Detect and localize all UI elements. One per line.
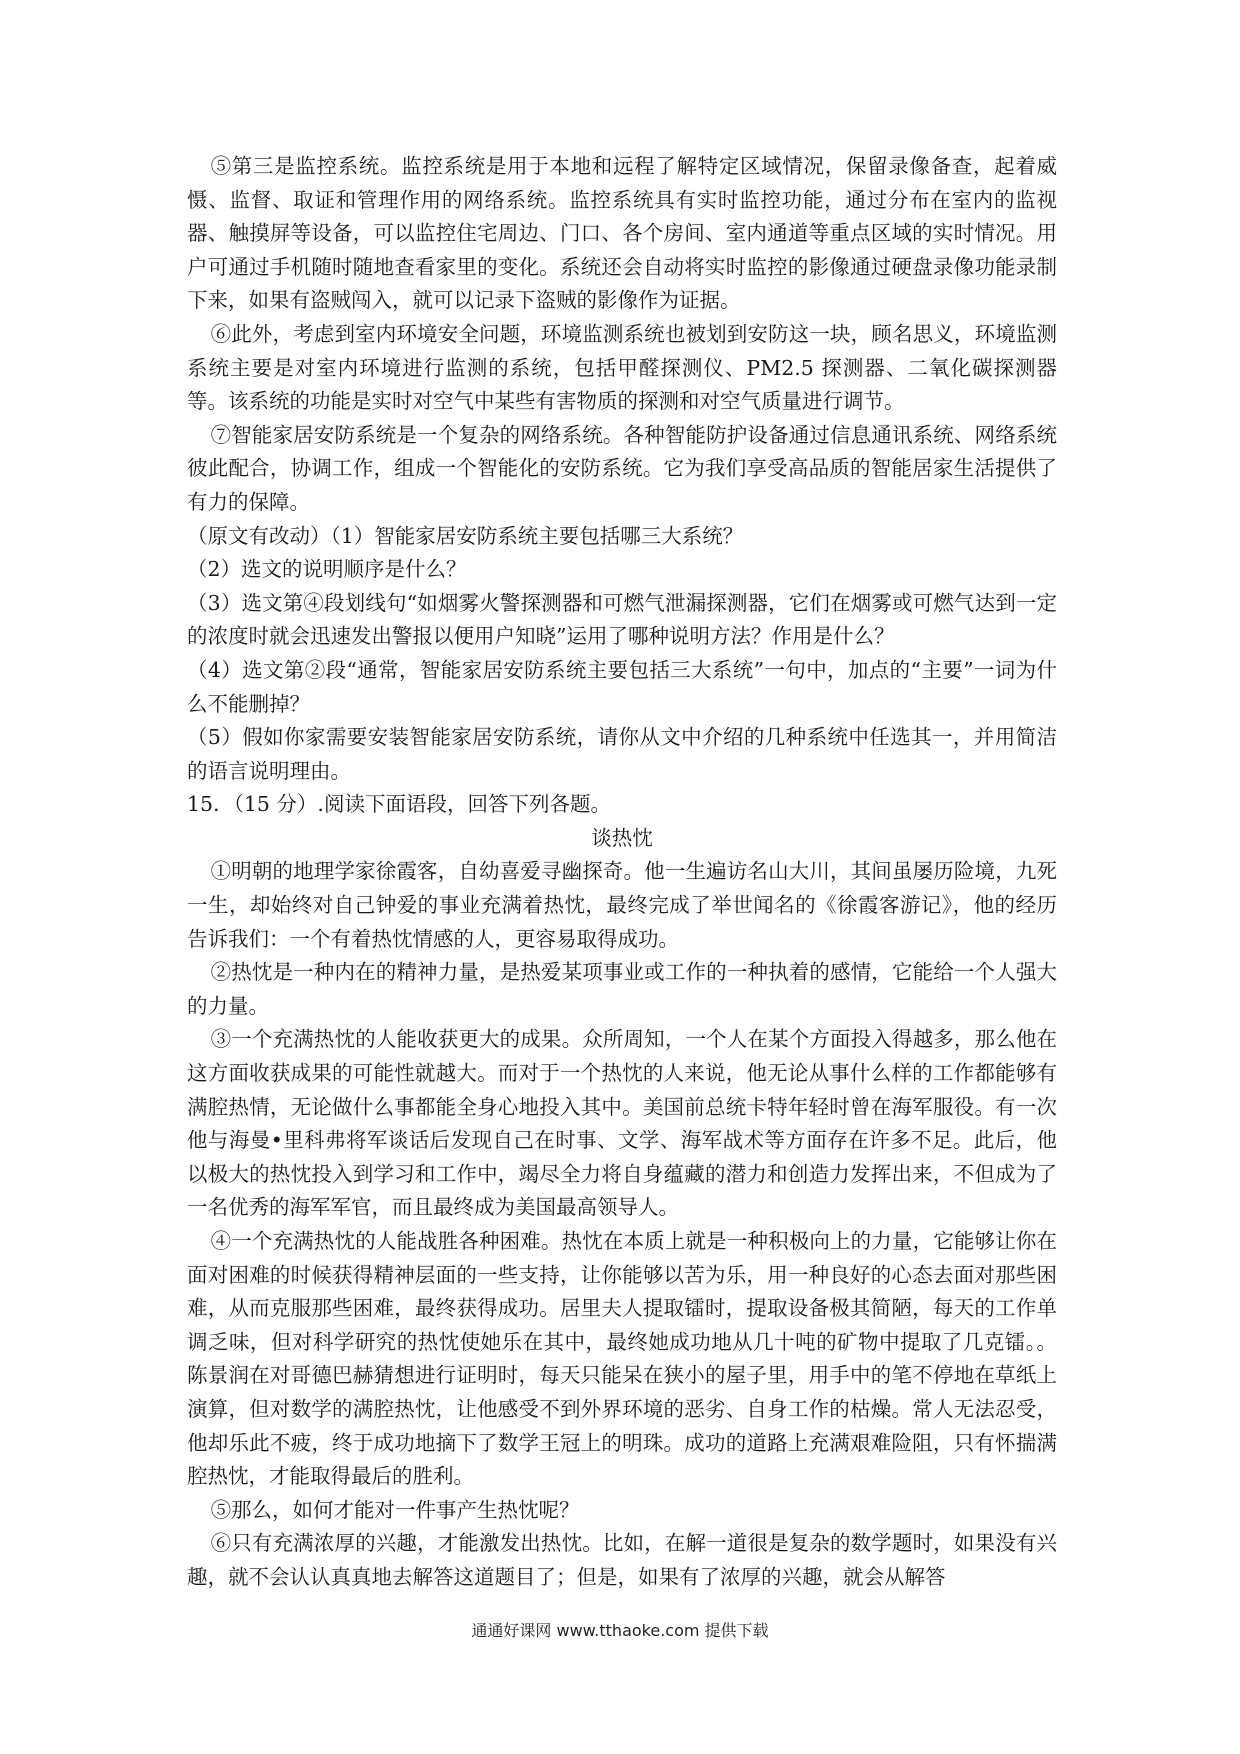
page-footer: 通通好课网 www.tthaoke.com 提供下载	[471, 1621, 769, 1640]
question-4: （4）选文第②段“通常，智能家居安防系统主要包括三大系统”一句中，加点的“主要”一词为什么不能删掉？	[187, 657, 1057, 716]
question-3: （3）选文第④段划线句“如烟雾火警探测器和可燃气泄漏探测器，它们在烟雾或可燃气达到一定的浓度时就会迅速发出警报以便用户知晓”运用了哪种说明方法？作用是什么？	[187, 590, 1057, 649]
essay-paragraph-2: ②热忱是一种内在的精神力量，是热爱某项事业或工作的一种执着的感情，它能给一个人强大的力量。	[187, 960, 1057, 1018]
paragraph-5: ⑤第三是监控系统。监控系统是用于本地和远程了解特定区域情况，保留录像备查，起着威慑、监督、取证和管理作用的网络系统。监控系统具有实时监控功能，通过分布在室内的监视器、触摸屏等设备，可以监控住宅周边、门口、各个房间、室内通道等重点区域的实时情况。用户可通过手机随时随地查看家里的变化。系统还会自动将实时监控的影像通过硬盘录像功能录制下来，如果有盗贼闯入，就可以记录下盗贼的影像作为证据。	[187, 154, 1057, 313]
question-5: （5）假如你家需要安装智能家居安防系统，请你从文中介绍的几种系统中任选其一，并用简洁的语言说明理由。	[187, 725, 1057, 783]
paragraph-7: ⑦智能家居安防系统是一个复杂的网络系统。各种智能防护设备通过信息通讯系统、网络系统彼此配合，协调工作，组成一个智能化的安防系统。它为我们享受高品质的智能居家生活提供了有力的保障。	[187, 422, 1057, 514]
document-body	[187, 150, 1057, 1595]
essay-paragraph-1: ①明朝的地理学家徐霞客，自幼喜爱寻幽探奇。他一生遍访名山大川，其间虽屡历险境，九死一生，却始终对自己钟爱的事业充满着热忱，最终完成了举世闻名的《徐霞客游记》，他的经历告诉我们：一个有着热忱情感的人，更容易取得成功。	[187, 859, 1057, 951]
essay-paragraph-4: ④一个充满热忱的人能战胜各种困难。热忱在本质上就是一种积极向上的力量，它能够让你在面对困难的时候获得精神层面的一些支持，让你能够以苦为乐，用一种良好的心态去面对那些困难，从而克服那些困难，最终获得成功。居里夫人提取镭时，提取设备极其简陋，每天的工作单调乏味，但对科学研究的热忱使她乐在其中，最终她成功地从几十吨的矿物中提取了几克镭。。陈景润在对哥德巴赫猜想进行证明时，每天只能呆在狭小的屋子里，用手中的笔不停地在草纸上演算，但对数学的满腔热忱，让他感受不到外界环境的恶劣、自身工作的枯燥。常人无法忍受，他却乐此不疲，终于成功地摘下了数学王冠上的明珠。成功的道路上充满艰难险阻，只有怀揣满腔热忱，才能取得最后的胜利。	[187, 1229, 1057, 1489]
essay-paragraph-3: ③一个充满热忱的人能收获更大的成果。众所周知，一个人在某个方面投入得越多，那么他在这方面收获成果的可能性就越大。而对于一个热忱的人来说，他无论从事什么样的工作都能够有满腔热情，无论做什么事都能全身心地投入其中。美国前总统卡特年轻时曾在海军服役。有一次他与海曼•里科弗将军谈话后发现自己在时事、文学、海军战术等方面存在许多不足。此后，他以极大的热忱投入到学习和工作中，竭尽全力将自身蕴藏的潜力和创造力发挥出来，不但成为了一名优秀的海军军官，而且最终成为美国最高领导人。	[187, 1027, 1057, 1220]
essay-paragraph-6: ⑥只有充满浓厚的兴趣，才能激发出热忱。比如，在解一道很是复杂的数学题时，如果没有兴趣，就不会认认真真地去解答这道题目了；但是，如果有了浓厚的兴趣，就会从解答	[187, 1531, 1057, 1589]
question-1: （原文有改动）（1）智能家居安防系统主要包括哪三大系统？	[187, 523, 744, 548]
essay-title: 谈热忱	[591, 825, 653, 850]
essay-paragraph-5: ⑤那么，如何才能对一件事产生热忱呢？	[210, 1497, 580, 1522]
question-2: （2）选文的说明顺序是什么？	[187, 557, 467, 582]
question-15-heading: 15．（15 分）.阅读下面语段，回答下列各题。	[187, 792, 611, 817]
paragraph-6: ⑥此外，考虑到室内环境安全问题，环境监测系统也被划到安防这一块，顾名思义，环境监测系统主要是对室内环境进行监测的系统，包括甲醛探测仪、PM2.5 探测器、二氧化碳探测器等。该系统的功能是实时对空气中某些有害物质的探测和对空气质量进行调节。	[187, 321, 1057, 414]
